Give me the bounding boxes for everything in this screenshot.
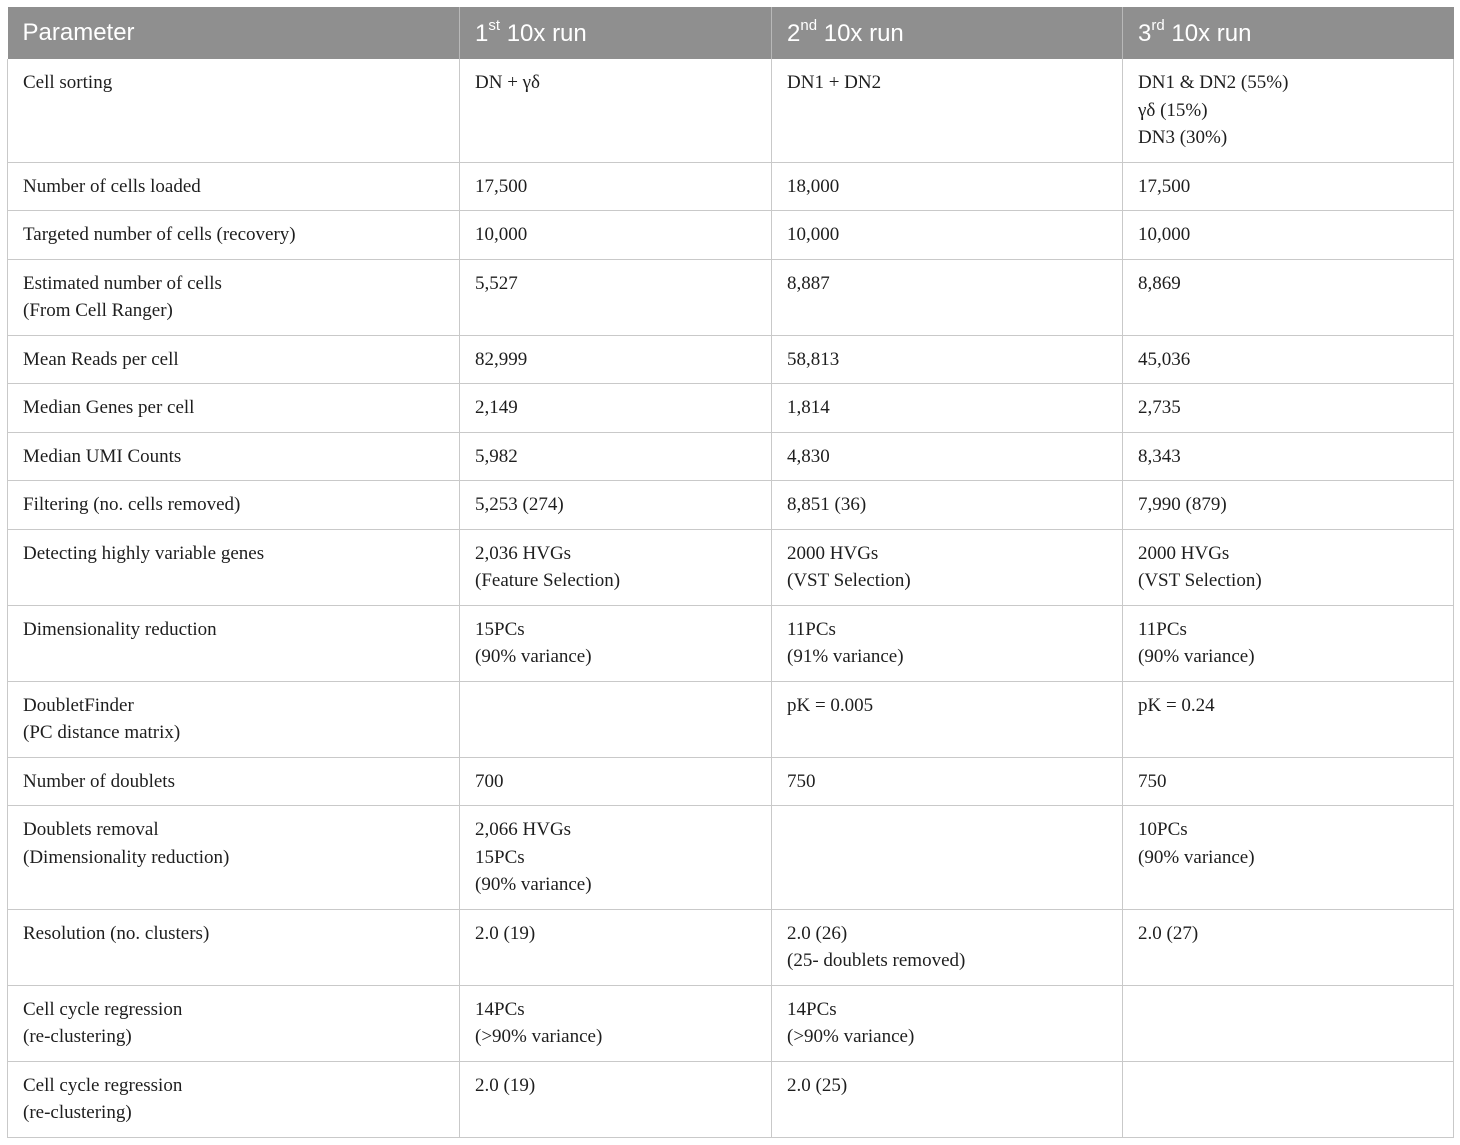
- parameter-cell: [8, 259, 460, 335]
- cell-text: Resolution (no. clusters): [23, 922, 210, 944]
- cell-text: 2.0 (19): [475, 1074, 536, 1096]
- cell-text: (>90% variance): [475, 1026, 603, 1047]
- cell-text: Doublets removal: [23, 819, 159, 840]
- cell-text: 15PCs: [475, 618, 525, 640]
- cell-text: (Dimensionality reduction): [23, 846, 230, 868]
- cell-text: Cell cycle regression: [23, 1074, 183, 1096]
- cell-text: Mean Reads per cell: [23, 348, 179, 370]
- parameter-cell: [8, 605, 460, 681]
- cell-text: Estimated number of cells: [23, 272, 222, 294]
- cell-text: 5,253 (274): [475, 494, 564, 515]
- run-2-cell: [772, 481, 1123, 530]
- parameter-cell: [8, 384, 460, 433]
- header-run-3: 3rd 10x run: [1123, 7, 1454, 59]
- cell-text: Detecting highly variable genes: [23, 542, 265, 564]
- cell-text: Median Genes per cell: [23, 397, 195, 418]
- run-1-cell: [460, 59, 772, 162]
- run-3-cell: [1123, 335, 1454, 384]
- cell-text: Number of cells loaded: [23, 175, 201, 197]
- cell-text: 8,343: [1138, 445, 1181, 467]
- table-row: [8, 985, 1454, 1061]
- cell-text: 58,813: [787, 348, 840, 370]
- table-row: [8, 757, 1454, 806]
- table-row: [8, 259, 1454, 335]
- parameter-cell: [8, 1061, 460, 1137]
- run-3-cell: [1123, 757, 1454, 806]
- run-2-cell: [772, 432, 1123, 481]
- cell-text: γδ (15%): [1138, 99, 1208, 121]
- header-run-2: 2nd 10x run: [772, 7, 1123, 59]
- cell-text: 17,500: [1138, 175, 1191, 197]
- cell-text: Filtering (no. cells removed): [23, 494, 241, 515]
- cell-text: (VST Selection): [787, 570, 911, 591]
- run-2-cell: [772, 211, 1123, 260]
- run-2-cell: [772, 1061, 1123, 1137]
- parameter-cell: [8, 985, 460, 1061]
- cell-text: 2.0 (27): [1138, 922, 1199, 944]
- cell-text: Number of doublets: [23, 770, 175, 792]
- cell-text: Targeted number of cells (recovery): [23, 224, 296, 245]
- run-2-cell: [772, 59, 1123, 162]
- cell-text: 2000 HVGs: [787, 542, 879, 564]
- parameter-cell: [8, 211, 460, 260]
- cell-text: 10,000: [475, 224, 528, 245]
- run-3-cell: [1123, 909, 1454, 985]
- cell-text: 11PCs: [1138, 618, 1187, 640]
- cell-text: 2.0 (19): [475, 922, 536, 944]
- parameter-cell: [8, 806, 460, 910]
- parameter-cell: [8, 681, 460, 757]
- run-1-cell: [460, 909, 772, 985]
- cell-text: 10PCs: [1138, 819, 1188, 840]
- cell-text: (>90% variance): [787, 1026, 915, 1047]
- parameter-cell: [8, 481, 460, 530]
- parameter-cell: [8, 335, 460, 384]
- run-2-cell: [772, 806, 1123, 910]
- cell-text: 8,887: [787, 272, 830, 294]
- run-3-cell: [1123, 432, 1454, 481]
- cell-text: 14PCs: [475, 998, 525, 1020]
- table-row: [8, 605, 1454, 681]
- run-3-cell: [1123, 481, 1454, 530]
- run-2-cell: [772, 384, 1123, 433]
- run-1-cell: [460, 806, 772, 910]
- cell-text: 10,000: [1138, 224, 1191, 245]
- run-1-cell: [460, 605, 772, 681]
- cell-text: 2,735: [1138, 397, 1181, 418]
- cell-text: (Feature Selection): [475, 570, 621, 591]
- run-1-cell: [460, 259, 772, 335]
- run-3-cell: [1123, 1061, 1454, 1137]
- cell-text: Cell sorting: [23, 72, 113, 93]
- table-row: [8, 1061, 1454, 1137]
- run-3-cell: [1123, 59, 1454, 162]
- parameter-cell: [8, 432, 460, 481]
- cell-text: (91% variance): [787, 646, 904, 667]
- run-3-cell: [1123, 681, 1454, 757]
- run-3-cell: [1123, 259, 1454, 335]
- cell-text: DN3 (30%): [1138, 127, 1228, 148]
- run-3-cell: [1123, 211, 1454, 260]
- table-row: [8, 335, 1454, 384]
- table-row: [8, 806, 1454, 910]
- cell-text: 17,500: [475, 175, 528, 197]
- run-2-cell: [772, 259, 1123, 335]
- cell-text: 11PCs: [787, 618, 836, 640]
- cell-text: (90% variance): [1138, 846, 1255, 868]
- table-row: [8, 529, 1454, 605]
- run-2-cell: [772, 605, 1123, 681]
- table-row: [8, 211, 1454, 260]
- cell-text: (From Cell Ranger): [23, 300, 173, 321]
- cell-text: Median UMI Counts: [23, 445, 182, 467]
- run-1-cell: [460, 757, 772, 806]
- cell-text: DN1 + DN2: [787, 72, 882, 93]
- table-row: [8, 384, 1454, 433]
- cell-text: 2,149: [475, 397, 518, 418]
- cell-text: (re-clustering): [23, 1102, 132, 1123]
- header-run-1: 1st 10x run: [460, 7, 772, 59]
- cell-text: 10,000: [787, 224, 840, 245]
- cell-text: (90% variance): [475, 646, 592, 667]
- cell-text: DN + γδ: [475, 72, 541, 93]
- run-2-cell: [772, 757, 1123, 806]
- run-1-cell: [460, 985, 772, 1061]
- cell-text: (VST Selection): [1138, 570, 1262, 591]
- run-3-cell: [1123, 806, 1454, 910]
- parameter-cell: [8, 162, 460, 211]
- cell-text: 8,869: [1138, 272, 1181, 294]
- cell-text: 700: [475, 770, 504, 792]
- cell-text: 2.0 (26): [787, 922, 848, 944]
- table-row: [8, 481, 1454, 530]
- run-2-cell: [772, 529, 1123, 605]
- cell-text: 4,830: [787, 445, 830, 467]
- cell-text: 5,982: [475, 445, 518, 467]
- cell-text: pK = 0.005: [787, 694, 874, 716]
- cell-text: (PC distance matrix): [23, 722, 181, 743]
- run-2-cell: [772, 335, 1123, 384]
- cell-text: 7,990 (879): [1138, 494, 1227, 515]
- run-2-cell: [772, 909, 1123, 985]
- cell-text: 82,999: [475, 348, 528, 370]
- run-3-cell: [1123, 985, 1454, 1061]
- cell-text: 1,814: [787, 397, 830, 418]
- cell-text: (90% variance): [475, 874, 592, 895]
- cell-text: (re-clustering): [23, 1026, 132, 1047]
- run-2-cell: [772, 162, 1123, 211]
- cell-text: DoubletFinder: [23, 694, 134, 716]
- parameter-cell: [8, 59, 460, 162]
- cell-text: 14PCs: [787, 998, 837, 1020]
- table-body: [8, 59, 1454, 1137]
- run-1-cell: [460, 529, 772, 605]
- header-row: [8, 7, 1454, 59]
- run-3-cell: [1123, 605, 1454, 681]
- cell-text: 45,036: [1138, 348, 1191, 370]
- cell-text: (90% variance): [1138, 646, 1255, 667]
- cell-text: 8,851 (36): [787, 494, 867, 515]
- run-2-cell: [772, 985, 1123, 1061]
- parameter-cell: [8, 909, 460, 985]
- run-1-cell: [460, 162, 772, 211]
- run-1-cell: [460, 681, 772, 757]
- cell-text: 18,000: [787, 175, 840, 197]
- cell-text: 750: [787, 770, 816, 792]
- cell-text: DN1 & DN2 (55%): [1138, 72, 1289, 93]
- run-1-cell: [460, 481, 772, 530]
- cell-text: Dimensionality reduction: [23, 618, 217, 640]
- cell-text: (25- doublets removed): [787, 950, 966, 971]
- parameter-cell: [8, 757, 460, 806]
- cell-text: 750: [1138, 770, 1167, 792]
- cell-text: 15PCs: [475, 846, 525, 868]
- cell-text: 5,527: [475, 272, 518, 294]
- run-1-cell: [460, 432, 772, 481]
- run-1-cell: [460, 384, 772, 433]
- table-row: [8, 681, 1454, 757]
- parameter-cell: [8, 529, 460, 605]
- run-3-cell: [1123, 384, 1454, 433]
- run-3-cell: [1123, 162, 1454, 211]
- run-1-cell: [460, 335, 772, 384]
- cell-text: Cell cycle regression: [23, 998, 183, 1020]
- cell-text: 2,066 HVGs: [475, 819, 572, 840]
- run-2-cell: [772, 681, 1123, 757]
- run-1-cell: [460, 1061, 772, 1137]
- run-1-cell: [460, 211, 772, 260]
- table-row: [8, 909, 1454, 985]
- table-row: [8, 432, 1454, 481]
- header-parameter: Parameter: [8, 7, 460, 59]
- parameters-table: [7, 7, 1454, 1138]
- table-row: [8, 162, 1454, 211]
- run-3-cell: [1123, 529, 1454, 605]
- cell-text: 2.0 (25): [787, 1074, 848, 1096]
- table-row: [8, 59, 1454, 162]
- cell-text: 2,036 HVGs: [475, 542, 572, 564]
- cell-text: 2000 HVGs: [1138, 542, 1230, 564]
- cell-text: pK = 0.24: [1138, 694, 1215, 716]
